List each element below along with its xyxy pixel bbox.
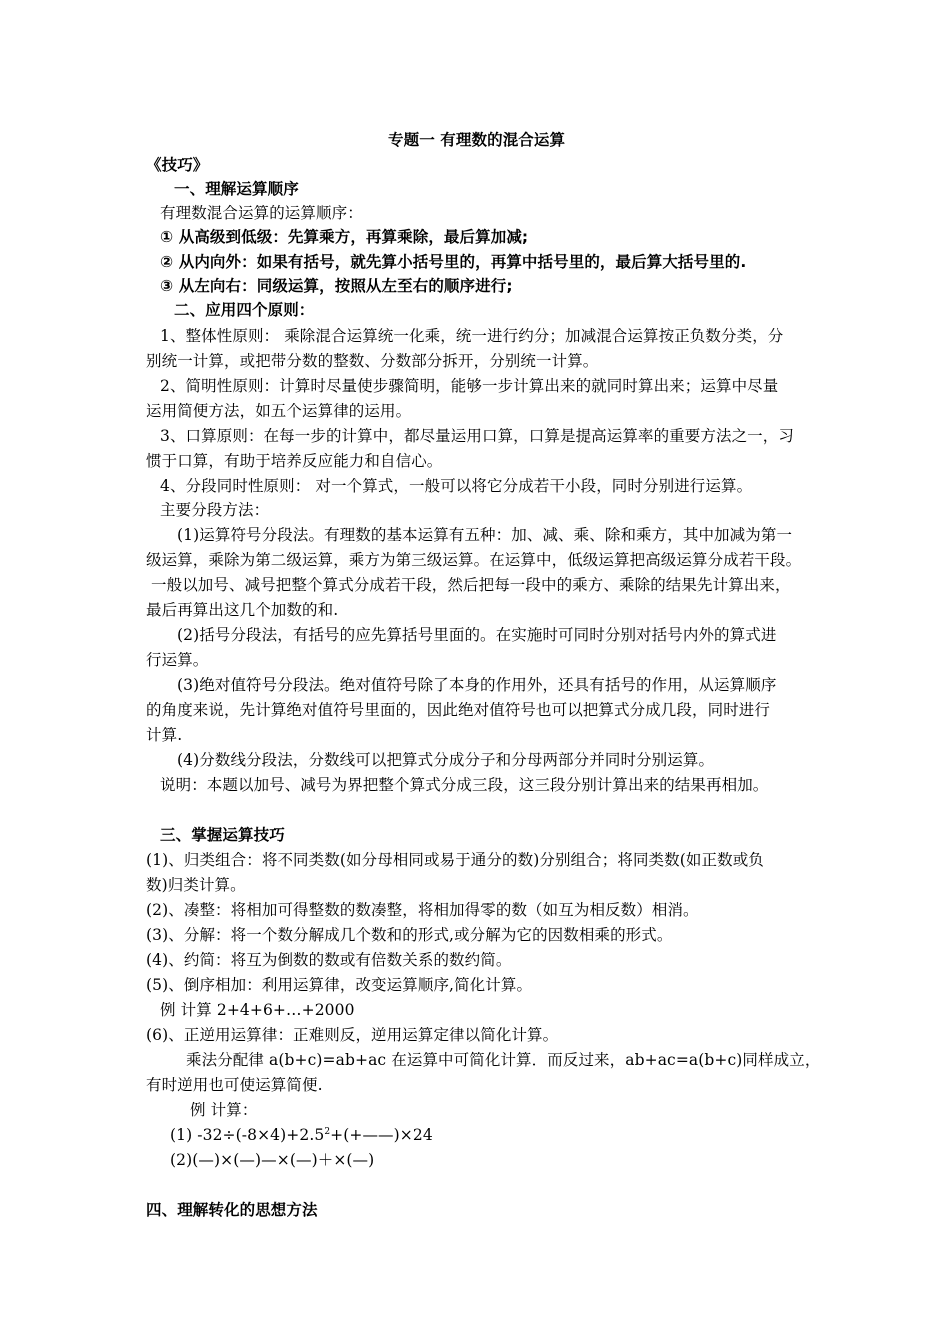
principle-3-line-2: 惯于口算，有助于培养反应能力和自信心。 <box>146 452 443 470</box>
principle-2-line-1: 2、简明性原则：计算时尽量使步骤简明，能够一步计算出来的就同时算出来；运算中尽量 <box>160 377 779 395</box>
principle-3-line-1: 3、口算原则：在每一步的计算中，都尽量运用口算，口算是提高运算率的重要方法之一，习 <box>160 427 794 445</box>
principle-4: 4、分段同时性原则： 对一个算式，一般可以将它分成若干小段，同时分别进行运算。 <box>160 477 753 495</box>
section-1-heading: 一、理解运算顺序 <box>174 180 299 198</box>
section-2-heading: 二、应用四个原则： <box>174 301 315 319</box>
technique-1-line-2: 数)归类计算。 <box>146 876 246 894</box>
section-4-heading: 四、理解转化的思想方法 <box>146 1201 318 1219</box>
section-skills-heading: 《技巧》 <box>146 156 209 174</box>
principle-1-line-1: 1、整体性原则： 乘除混合运算统一化乘，统一进行约分；加减混合运算按正负数分类，分 <box>160 327 784 345</box>
section-1-intro: 有理数混合运算的运算顺序： <box>160 204 363 222</box>
technique-1-line-1: (1)、归类组合：将不同类数(如分母相同或易于通分的数)分别组合；将同类数(如正数或负 <box>146 851 764 869</box>
calculation-1-exponent: 2 <box>324 1126 331 1137</box>
principle-1-line-2: 别统一计算，或把带分数的整数、分数部分拆开，分别统一计算。 <box>146 352 599 370</box>
example-2: 例 计算： <box>190 1101 258 1119</box>
document-title: 专题一 有理数的混合运算 <box>388 131 566 149</box>
order-rule-2: ② 从内向外：如果有括号，就先算小括号里的，再算中括号里的，最后算大括号里的. <box>160 253 747 271</box>
method-1-line-2: 级运算，乘除为第二级运算，乘方为第三级运算。在运算中，低级运算把高级运算分成若干段。 <box>146 551 802 569</box>
section-3-heading: 三、掌握运算技巧 <box>160 826 285 844</box>
calculation-2: (2)(—)×(—)—×(—)＋×(—) <box>170 1151 375 1169</box>
example-1: 例 计算 2+4+6+…+2000 <box>160 1001 355 1019</box>
method-4: (4)分数线分段法，分数线可以把算式分成分子和分母两部分并同时分别运算。 <box>177 751 715 769</box>
principle-2-line-2: 运用简便方法，如五个运算律的运用。 <box>146 402 412 420</box>
distributive-line-1: 乘法分配律 a(b+c)=ab+ac 在运算中可简化计算．而反过来，ab+ac=a(b+c)同样成立， <box>186 1051 821 1069</box>
calculation-1-start: (1) -32÷(-8×4)+2.5 <box>170 1126 325 1144</box>
technique-5: (5)、倒序相加：利用运算律，改变运算顺序,简化计算。 <box>146 976 533 994</box>
method-1-line-4: 最后再算出这几个加数的和. <box>146 601 339 619</box>
method-2-line-2: 行运算。 <box>146 651 209 669</box>
method-1-line-1: (1)运算符号分段法。有理数的基本运算有五种：加、减、乘、除和乘方，其中加减为第一 <box>177 526 793 544</box>
method-1-line-3: 一般以加号、减号把整个算式分成若干段，然后把每一段中的乘方、乘除的结果先计算出来， <box>151 576 791 594</box>
technique-4: (4)、约简：将互为倒数的数或有倍数关系的数约简。 <box>146 951 512 969</box>
method-2-line-1: (2)括号分段法，有括号的应先算括号里面的。在实施时可同时分别对括号内外的算式进 <box>177 626 777 644</box>
methods-intro: 主要分段方法： <box>160 501 270 519</box>
technique-2: (2)、凑整：将相加可得整数的数凑整，将相加得零的数（如互为相反数）相消。 <box>146 901 699 919</box>
distributive-line-2: 有时逆用也可使运算简便. <box>146 1076 323 1094</box>
order-rule-3: ③ 从左向右：同级运算，按照从左至右的顺序进行; <box>160 277 513 295</box>
technique-6: (6)、正逆用运算律：正难则反，逆用运算定律以简化计算。 <box>146 1026 559 1044</box>
method-3-line-3: 计算. <box>146 726 183 744</box>
order-rule-1: ① 从高级到低级：先算乘方，再算乘除，最后算加减; <box>160 228 529 246</box>
method-note: 说明：本题以加号、减号为界把整个算式分成三段，这三段分别计算出来的结果再相加。 <box>160 776 769 794</box>
method-3-line-2: 的角度来说，先计算绝对值符号里面的，因此绝对值符号也可以把算式分成几段，同时进行 <box>146 701 771 719</box>
technique-3: (3)、分解：将一个数分解成几个数和的形式,或分解为它的因数相乘的形式。 <box>146 926 673 944</box>
calculation-1-end: +(+——)×24 <box>330 1126 433 1144</box>
calculation-1 <box>170 1124 433 1146</box>
method-3-line-1: (3)绝对值符号分段法。绝对值符号除了本身的作用外，还具有括号的作用，从运算顺序 <box>177 676 777 694</box>
